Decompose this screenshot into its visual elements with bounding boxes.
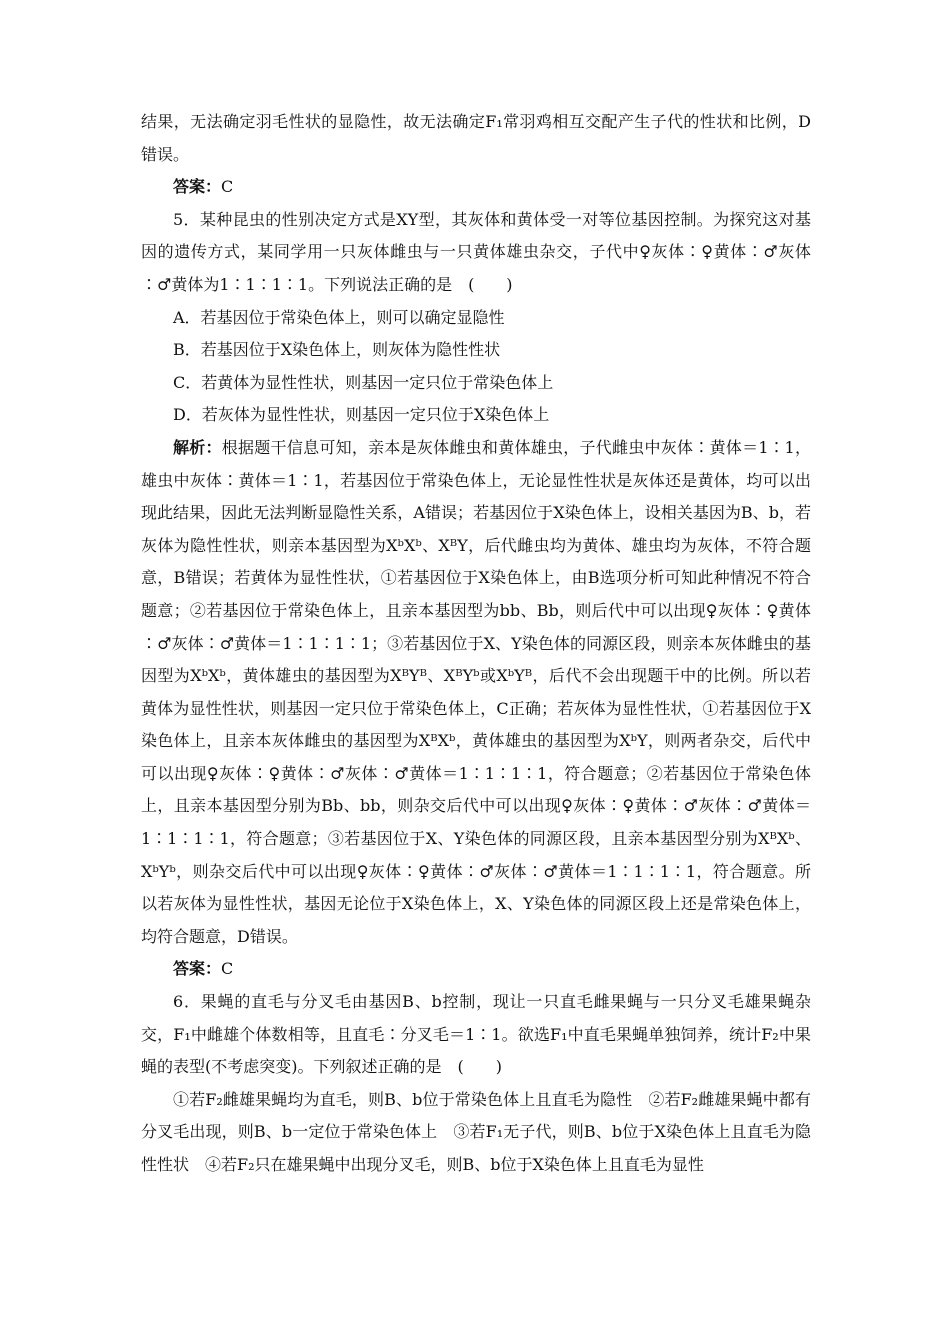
answer-value: C [221,177,234,197]
question-number: 5． [173,209,200,229]
question-stem-text: 某种昆虫的性别决定方式是XY型，其灰体和黄体受一对等位基因控制。为探究这对基因的遗传方式，某同学用一只灰体雌虫与一只黄体雄虫杂交，子代中♀灰体∶♀黄体∶♂灰体∶♂黄体为1∶1∶1∶1。下列说法正确的是 ( ) [141,209,811,294]
intro-paragraph: 结果，无法确定羽毛性状的显隐性，故无法确定F₁常羽鸡相互交配产生子代的性状和比例，D错误。 [141,112,811,164]
q5-answer-line [141,953,811,986]
analysis-label: 解析： [173,437,222,457]
question-stem-text: 果蝇的直毛与分叉毛由基因B、b控制，现让一只直毛雌果蝇与一只分叉毛雄果蝇杂交，F₁中雌雄个体数相等，且直毛∶分叉毛＝1∶1。欲选F₁中直毛果蝇单独饲养，统计F₂中果蝇的表型(不考虑突变)。下列叙述正确的是 ( ) [141,992,811,1077]
answer-label: 答案： [173,177,222,197]
q6-stem [141,986,811,1084]
q6-statements: ①若F₂雌雄果蝇均为直毛，则B、b位于常染色体上且直毛为隐性 ②若F₂雌雄果蝇中都有分叉毛出现，则B、b一定位于常染色体上 ③若F₁无子代，则B、b位于X染色体上且直毛为隐性性状 ④若F₂只在雄果蝇中出现分叉毛，则B、b位于X染色体上且直毛为显性 [141,1089,811,1174]
analysis-text: 根据题干信息可知，亲本是灰体雌虫和黄体雄虫，子代雌虫中灰体∶黄体＝1∶1，雄虫中灰体∶黄体＝1∶1，若基因位于常染色体上，无论显性性状是灰体还是黄体，均可以出现此结果，因此无法判断显隐性关系，A错误；若基因位于X染色体上，设相关基因为B、b，若灰体为隐性性状，则亲本基因型为XᵇXᵇ、XᴮY，后代雌虫均为黄体、雄虫均为灰体，不符合题意，B错误；若黄体为显性性状，①若基因位于X染色体上，由B选项分析可知此种情况不符合题意；②若基因位于常染色体上，且亲本基因型为bb、Bb，则后代中可以出现♀灰体∶♀黄体∶♂灰体∶♂黄体＝1∶1∶1∶1；③若基因位于X、Y染色体的同源区段，则亲本灰体雌虫的基因型为XᵇXᵇ，黄体雄虫的基因型为XᴮYᴮ、XᴮYᵇ或XᵇYᴮ，后代不会出现题干中的比例。所以若黄体为显性性状，则基因一定只位于常染色体上，C正确；若灰体为显性性状，①若基因位于X染色体上，且亲本灰体雌虫的基因型为XᴮXᵇ，黄体雄虫的基因型为XᵇY，则两者杂交，后代中可以出现♀灰体∶♀黄体∶♂灰体∶♂黄体＝1∶1∶1∶1，符合题意；②若基因位于常染色体上，且亲本基因型分别为Bb、bb，则杂交后代中可以出现♀灰体∶♀黄体∶♂灰体∶♂黄体＝1∶1∶1∶1，符合题意；③若基因位于X、Y染色体的同源区段，且亲本基因型分别为XᴮXᵇ、XᵇYᵇ，则杂交后代中可以出现♀灰体∶♀黄体∶♂灰体∶♂黄体＝1∶1∶1∶1，符合题意。所以若灰体为显性性状，基因无论位于X染色体上，X、Y染色体的同源区段上还是常染色体上，均符合题意，D错误。 [141,437,811,946]
answer-label: 答案： [173,959,222,979]
q5-stem [141,204,811,302]
q5-option-b: B．若基因位于X染色体上，则灰体为隐性性状 [173,340,501,360]
q5-option-a: A．若基因位于常染色体上，则可以确定显隐性 [173,307,505,327]
answer-value: C [221,959,234,979]
q5-option-d: D．若灰体为显性性状，则基因一定只位于X染色体上 [173,405,550,425]
q4-answer-line [141,171,811,204]
question-number: 6． [173,992,201,1012]
q5-option-c: C．若黄体为显性性状，则基因一定只位于常染色体上 [173,372,554,392]
document-page [141,106,811,1182]
q5-analysis [141,432,811,954]
